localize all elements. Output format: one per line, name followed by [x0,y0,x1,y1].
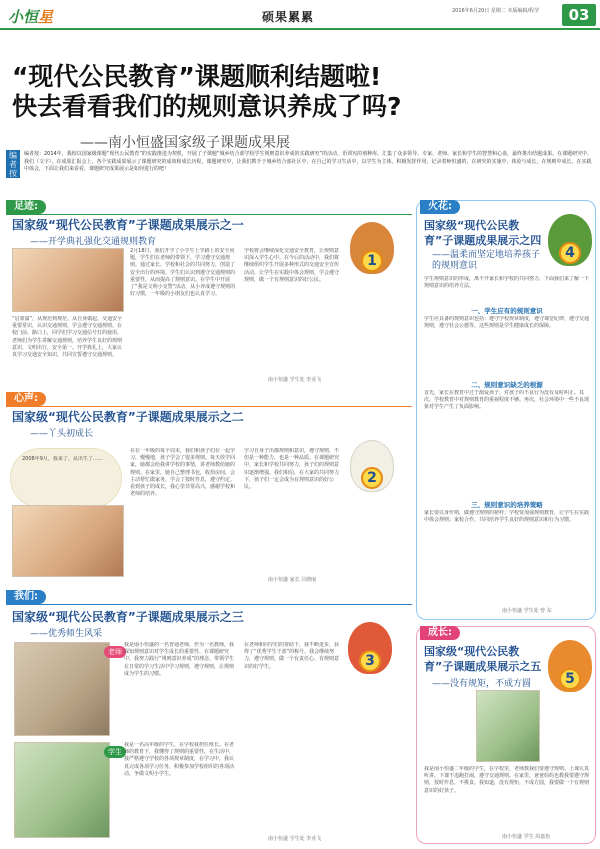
headline-subtitle: ——南小恒盛国家级子课题成果展 [80,135,290,151]
article1-title: 国家级“现代公民教育”子课题成果展示之一 [12,218,244,232]
article1-col3: 学校将会继续深化交通安全教育，让规则意识深入学生心中。在今后的活动中，我们将继续组织学生开展多种形式的交通安全宣传活动，让学生在实践中体会规则，学会遵守规则，做一个有规则意识的好公民。 [244,248,340,283]
section-label-chengzhang: 成长: [420,626,460,640]
article2-byline: 南小恒盛 家长 吕晓丽 [268,577,317,583]
article4-intro: 学生规则意识的形成，离不开家长和学校的共同努力，下面我们来了解一下规则意识的培养方法。 [424,276,590,290]
page-number: 03 [562,4,596,26]
section-rule-xinsheng [6,406,412,407]
section-label-women: 我们: [6,590,46,604]
article5-subtitle: ——没有规矩，不成方圆 [432,679,532,689]
brand-main: 小恒 [8,8,39,26]
teacher-photo [14,642,110,736]
mascot-number: 4 [559,242,581,264]
article1-subtitle: ——开学典礼强化交通规则教育 [30,237,157,247]
article3-col2: 我是一名高年级的学生，在学校我担任班长。在老师的教育下，我懂得了规则的重要性，在生活中，我严格遵守学校的各项规章制度，在学习中，我认真完成各项学习任务，积极参加学校组织的各项活动，争做文明小学生。 [124,742,235,777]
section-label-huohua: 火花: [420,200,460,214]
mascot-2 [350,440,394,492]
mascot-number: 5 [559,668,581,690]
article1-col1: “启蒙篇”，从规范到规范，从自身做起。交通安全重要常识，认识交通规则，学会遵守交通规则。在校门前、路口上，同学们学习交通信号灯的使用，老师们为学生讲解交通规则，培养学生良好的规则意识，文明出行，安全第一。开学典礼上，大家认真学习交通安全知识，共同宣誓遵守交通规则。 [12,316,123,359]
article4-heading3: 三、规则意识的培养策略 [471,501,543,509]
article4-heading1: 一、学生应有的规则意识 [471,307,543,315]
section-label-zuji: 足迹: [6,200,46,214]
article4-para1: 学生应具备的规则意识包括：遵守学校规章制度，遵守课堂纪律，遵守交通规则，遵守社会公德等。这些规则是学生健康成长的保障。 [424,316,590,330]
mascot-number: 1 [361,250,383,272]
teacher-badge: 老师 [104,646,126,658]
article4-title: 国家级“现代公民教育”子课题成果展示之四 [424,219,542,247]
brand-logo [8,6,53,27]
article1-byline: 南小恒盛 学生处 李业飞 [268,377,322,383]
article2-subtitle: ——丫头初成长 [30,429,94,439]
mascot-1 [350,222,394,274]
header-rule [0,28,600,30]
article5-photo [476,690,540,762]
article1-photo [12,248,124,312]
mascot-number: 3 [359,650,381,672]
issue-meta: 2016年6月20日 星期二 本版编辑/程莹 [452,8,540,14]
article2-col2: 在在一年级的每个周末，我们和孩子们在一起学习，慢慢地，孩子学会了很多规则。每天放学回家，她都会给我讲学校的事情，讲老师教给她的规则。在家里，她自己整理书包，收拾房间，会主动帮忙做家务，学会了按时作息，遵守约定。看到孩子的成长，我心里非常高兴，感谢学校和老师的培养。 [130,448,236,498]
headline-line2: 快去看看我们的规则意识养成了吗? [12,92,402,121]
main-headline [12,62,532,122]
article2-title: 国家级“现代公民教育”子课题成果展示之二 [12,410,244,424]
article2-photo [12,505,124,577]
article2-col1: 2008年9月，我来了。从出生了…… [22,456,103,462]
section-rule-zuji [6,214,412,215]
article3-col3: 在老师和同学们的帮助下，我不断进步，获得了“优秀学生干部”的称号。我会继续努力，遵守规则，做一个有责任心、有规则意识的好学生。 [244,642,340,670]
article4-byline: 南小恒盛 学生处 曾 东 [502,608,552,614]
article2-col3: 学习自身子出都规则和意识，遵守规则，不但是一种能力，也是一种品质。在课题研究中，家长和学校共同努力，孩子们的规则意识逐渐增强。我们相信，在大家的共同努力下，孩子们一定会成为有规则意识的好公民。 [244,448,340,491]
mascot-3 [348,622,392,674]
headline-line1: “现代公民教育”课题顺利结题啦! [12,62,382,91]
editor-note-text: 编者按：2014年，我校以国家级课题“现代公民教育”的实践推进为契机，开展了子课题“城乡结合部学校学生规则意识养成的实践研究”的活动，语训宪的剂种库，汇集了众多领导、专家、老师、家长和学生的智慧和心血，最终推出结题成果。在课题研究中，我们（文字），在成果汇报会上，各个实践成果展示了课题研究的成效和成长历程。课题研究中，让我们携手于城乡结合部社区中，在自己的学习生活中，以学生为主体，积极发挥作用，记录着师恒盛的，在研究的实施中，体验与成长，在规则中成长，在实践中体会，下面让我们来看看，课题研究成果展示是如何进行的吧！ [24,151,593,173]
student-badge: 学生 [104,746,126,758]
article4-heading2: 二、规则意识缺乏的根源 [471,381,543,389]
brand-accent: 星 [38,8,54,26]
article4-para3: 家长要以身作则，做遵守规则的榜样；学校要加强规则教育，让学生在实践中体会规则；家校合作，共同培养学生良好的规则意识和行为习惯。 [424,510,590,524]
section-rule-women [6,604,412,605]
editor-note-tag: 编者按 [6,150,20,178]
article4-para2: 首先，家长在教育中过于溺爱孩子，对孩子的不良行为没有及时纠正。其次，学校教育中对规则教育的重视程度不够。再次，社会环境中一些不良现象对学生产生了负面影响。 [424,390,590,411]
student-photo [14,742,110,838]
section-name: 硕果累累 [262,10,315,24]
mascot-number: 2 [361,467,383,489]
article4-subtitle: ——温柔而坚定地培养孩子的规则意识 [432,250,541,271]
article1-col2: 2月18日，我们开学了小学生上学路上的安全问题，学生们在老师的带领下，学习遵守交通规则。通过家长、学校和社会的共同努力，创造了安全出行的环境。学生们认识到遵守交通规则的重要性，从而提高了规则意识。在学生中开展了“我是文明小交警”活动，从小养成遵守规则的好习惯，一年级的小朋友们也认真学习。 [130,248,236,298]
article5-title: 国家级“现代公民教育”子课题成果展示之五 [424,645,542,673]
article5-text: 我是南小恒盛二年级的学生，在学校里，老师教我们要遵守规则。上课认真听讲，下课不追跑打闹，遵守交通规则。在家里，爸爸妈妈也教我要遵守规则，按时作息，不挑食。我知道，没有规矩，不成方圆，我要做一个有规则意识的好孩子。 [424,766,590,794]
mascot-5 [548,640,592,692]
section-label-xinsheng: 心声: [6,392,46,406]
article3-col1: 我是南小恒盛的一名普通老师，作为一名教师，我深知规则意识对学生成长的重要性。在课题研究中，我努力践行“规则意识养成”的理念，带领学生在日常的学习生活中学习规则，遵守规则，让规则成为学生的习惯。 [124,642,235,677]
mascot-4 [548,214,592,266]
article3-title: 国家级“现代公民教育”子课题成果展示之三 [12,610,244,624]
article3-subtitle: ——优秀师生风采 [30,629,103,639]
article3-byline: 南小恒盛 学生处 李业飞 [268,836,322,842]
article5-byline: 南小恒盛 学生 周嘉怡 [502,834,551,840]
